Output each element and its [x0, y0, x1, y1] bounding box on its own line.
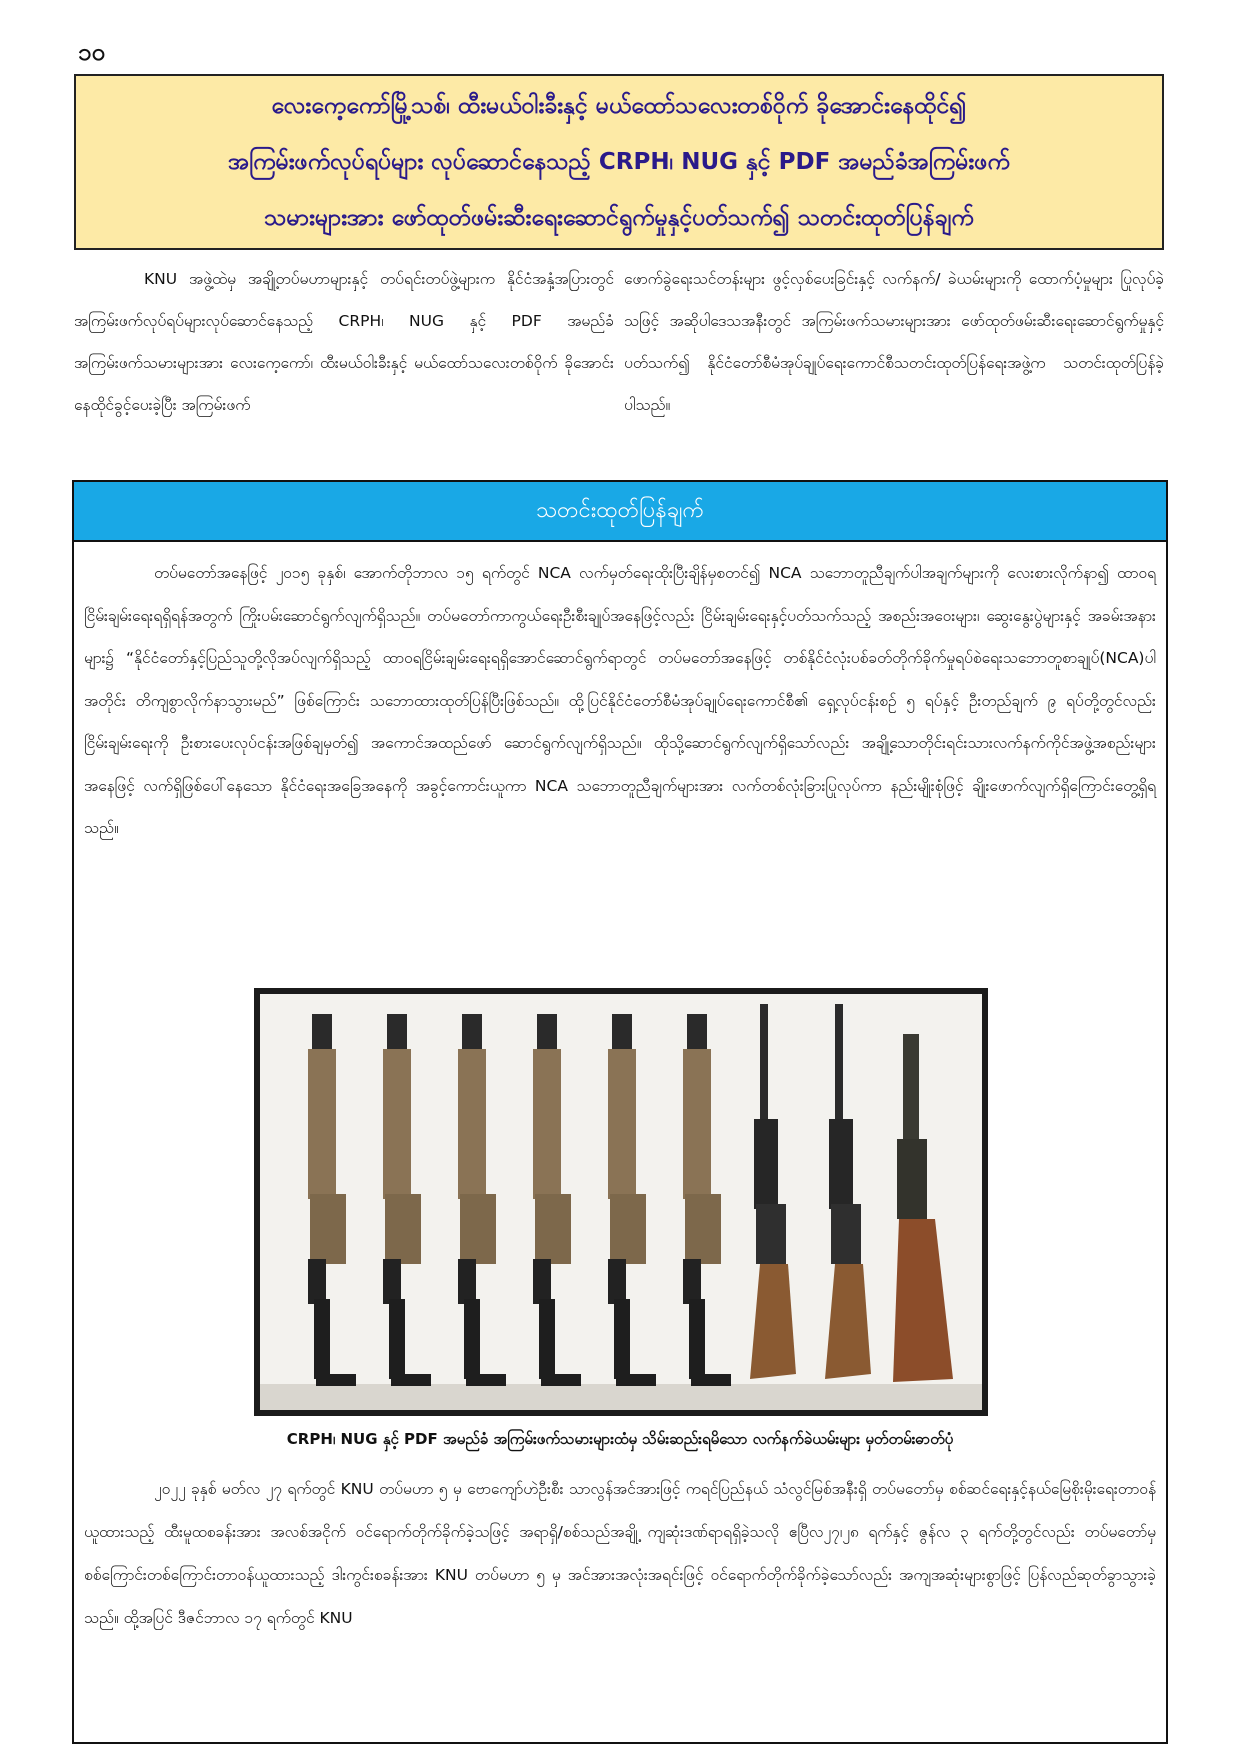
- statement-banner-label: သတင်းထုတ်ပြန်ချက်: [535, 497, 705, 523]
- intro-right-text: ဖောက်ခွဲရေးသင်တန်းများ ဖွင့်လှစ်ပေးခြင်းနှင့် လက်နက်/ ခဲယမ်းများကို ထောက်ပံ့မှုများ ပြုလုပ်ခဲ့သဖြင့် အဆိုပါဒေသအနီးတွင် အကြမ်းဖက်သမားများအား ဖော်ထုတ်ဖမ်းဆီးရေးဆောင်ရွက်မှုနှင့်ပတ်သက်၍ နိုင်ငံတော်စီမံအုပ်ချုပ်ရေးကောင်စီသတင်းထုတ်ပြန်ရေးအဖွဲ့က သတင်းထုတ်ပြန်ခဲ့ပါသည်။: [624, 270, 1164, 414]
- seized-weapons-photo: [254, 988, 988, 1416]
- weapons-illustration: [260, 994, 982, 1410]
- intro-column-right: [624, 258, 1164, 468]
- headline-line-2: အကြမ်းဖက်လုပ်ရပ်များ လုပ်ဆောင်နေသည့် CRPH၊ NUG နှင့် PDF အမည်ခံအကြမ်းဖက်: [228, 149, 1010, 175]
- statement-banner: [74, 482, 1166, 542]
- paragraph-2-text: ၂၀၂၂ ခုနှစ် မတ်လ ၂၇ ရက်တွင် KNU တပ်မဟာ ၅ မှ ဗောကျော်ဟဲဦးစီး သာလွန်အင်အားဖြင့် ကရင်ပြည်နယ် သံလွင်မြစ်အနီးရှိ တပ်မတော်မှ စစ်ဆင်ရေးနှင့်နယ်မြေစိုးမိုးရေးတာဝန်ယူထားသည့် ထီးမူထစခန်းအား အလစ်အငိုက် ဝင်ရောက်တိုက်ခိုက်ခဲ့သဖြင့် အရာရှိ/စစ်သည်အချို့ ကျဆုံးဒဏ်ရာရရှိခဲ့သလို ဧပြီလ၂၇၊၂၈ ရက်နှင့် ဇွန်လ ၃ ရက်တို့တွင်လည်း တပ်မတော်မှ စစ်ကြောင်းတစ်ကြောင်းတာဝန်ယူထားသည့် ဒါးကွင်းစခန်းအား KNU တပ်မဟာ ၅ မှ အင်အားအလုံးအရင်းဖြင့် ဝင်ရောက်တိုက်ခိုက်ခဲ့သော်လည်း အကျအဆုံးများစွာဖြင့် ပြန်လည်ဆုတ်ခွာသွားခဲ့သည်။ ထို့အပြင် ဒီဇင်ဘာလ ၁၇ ရက်တွင် KNU: [84, 1480, 1156, 1627]
- statement-paragraph-2: [84, 1468, 1156, 1640]
- page-number: ၁၀: [78, 38, 105, 66]
- statement-box: [72, 480, 1168, 1744]
- intro-left-text: KNU အဖွဲ့ထဲမှ အချို့တပ်မဟာများနှင့် တပ်ရင်းတပ်ဖွဲ့များက နိုင်ငံအနှံ့အပြားတွင် အကြမ်းဖက်လုပ်ရပ်များလုပ်ဆောင်နေသည့် CRPH၊ NUG နှင့် PDF အမည်ခံအကြမ်းဖက်သမားများအား လေးကေ့ကော်၊ ထီးမယ်ဝါးခီးနှင့် မယ်ထော်သလေးတစ်ဝိုက် ခိုအောင်းနေထိုင်ခွင့်ပေးခဲ့ပြီး အကြမ်းဖက်: [74, 270, 614, 414]
- photo-caption: CRPH၊ NUG နှင့် PDF အမည်ခံ အကြမ်းဖက်သမားများထံမှ သိမ်းဆည်းရမိသော လက်နက်ခဲယမ်းများ မှတ်တမ်းဓာတ်ပုံ: [286, 1430, 954, 1448]
- headline-line-1: လေးကေ့ကော်မြို့သစ်၊ ထီးမယ်ဝါးခီးနှင့် မယ်ထော်သလေးတစ်ဝိုက် ခိုအောင်းနေထိုင်၍: [271, 93, 967, 119]
- headline-box: [74, 74, 1164, 250]
- intro-column-left: [74, 258, 614, 468]
- paragraph-1-text: တပ်မတော်အနေဖြင့် ၂၀၁၅ ခုနှစ်၊ အောက်တိုဘာလ ၁၅ ရက်တွင် NCA လက်မှတ်ရေးထိုးပြီးချိန်မှစတင်၍ NCA သဘောတူညီချက်ပါအချက်များကို လေးစားလိုက်နာ၍ ထာဝရငြိမ်းချမ်းရေးရရှိရန်အတွက် ကြိုးပမ်းဆောင်ရွက်လျက်ရှိသည်။ တပ်မတော်ကာကွယ်ရေးဦးစီးချုပ်အနေဖြင့်လည်း ငြိမ်းချမ်းရေးနှင့်ပတ်သက်သည့် အစည်းအဝေးများ၊ ဆွေးနွေးပွဲများနှင့် အခမ်းအနားများ၌ “နိုင်ငံတော်နှင့်ပြည်သူတို့လိုအပ်လျက်ရှိသည့် ထာဝရငြိမ်းချမ်းရေးရရှိအောင်ဆောင်ရွက်ရာတွင် တပ်မတော်အနေဖြင့် တစ်နိုင်ငံလုံးပစ်ခတ်တိုက်ခိုက်မှုရပ်စဲရေးသဘောတူစာချုပ်(NCA)ပါအတိုင်း တိကျစွာလိုက်နာသွားမည်” ဖြစ်ကြောင်း သဘောထားထုတ်ပြန်ပြီးဖြစ်သည်။ ထို့ပြင်နိုင်ငံတော်စီမံအုပ်ချုပ်ရေးကောင်စီ၏ ရှေ့လုပ်ငန်းစဉ် ၅ ရပ်နှင့် ဦးတည်ချက် ၉ ရပ်တို့တွင်လည်း ငြိမ်းချမ်းရေးကို ဦးစားပေးလုပ်ငန်းအဖြစ်ချမှတ်၍ အကောင်အထည်ဖော် ဆောင်ရွက်လျက်ရှိသည်။ ထိုသို့ဆောင်ရွက်လျက်ရှိသော်လည်း အချို့သောတိုင်းရင်းသားလက်နက်ကိုင်အဖွဲ့အစည်းများအနေဖြင့် လက်ရှိဖြစ်ပေါ်နေသော နိုင်ငံရေးအခြေအနေကို အခွင့်ကောင်းယူကာ NCA သဘောတူညီချက်များအား လက်တစ်လုံးခြားပြုလုပ်ကာ နည်းမျိုးစုံဖြင့် ချိုးဖောက်လျက်ရှိကြောင်းတွေ့ရှိရသည်။: [84, 564, 1156, 837]
- headline-line-3: သမားများအား ဖော်ထုတ်ဖမ်းဆီးရေးဆောင်ရွက်မှုနှင့်ပတ်သက်၍ သတင်းထုတ်ပြန်ချက်: [264, 205, 974, 231]
- intro-section: [74, 258, 1164, 468]
- statement-paragraph-1: [84, 552, 1156, 850]
